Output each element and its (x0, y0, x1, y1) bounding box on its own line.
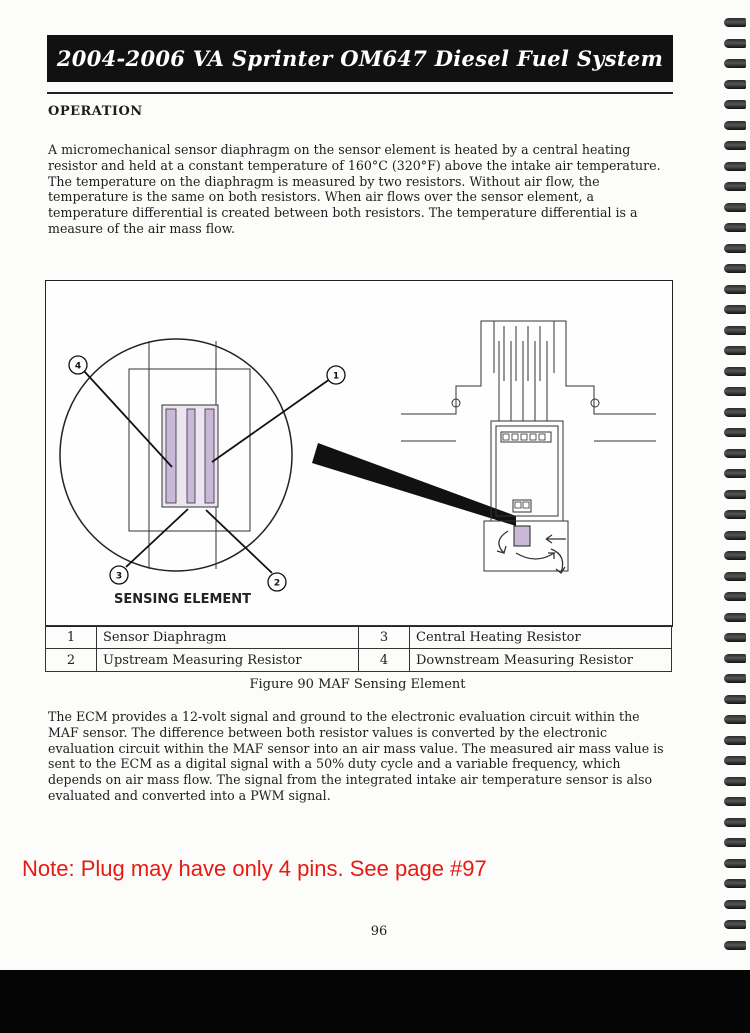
binding-ring (724, 469, 746, 478)
binding-ring (724, 613, 746, 622)
callout-number: 4 (74, 361, 82, 372)
figure-caption: Figure 90 MAF Sensing Element (249, 677, 466, 692)
binding-ring (724, 387, 746, 396)
section-heading: OPERATION (48, 104, 143, 119)
binding-ring (724, 736, 746, 745)
operation-paragraph: A micromechanical sensor diaphragm on the sensor element is heated by a central heating resistor and held at a constant temperature of 160°C (320°F) above the intake air temperature. The temperature on the diaphragm is measured by two resistors. Without air flow, the temperature is the same on both resistors. When air flows over the sensor element, a temperature differential is created between both resistors. The temperature differential is a measure of the air mass flow. (48, 142, 661, 236)
binding-ring (724, 674, 746, 683)
binding-ring (724, 244, 746, 253)
binding-ring (724, 695, 746, 704)
central-heating-resistor (187, 409, 195, 503)
binding-ring (724, 367, 746, 376)
binding-ring (724, 203, 746, 212)
downstream-resistor (166, 409, 176, 503)
binding-ring (724, 490, 746, 499)
binding-ring (724, 285, 746, 294)
binding-ring (724, 346, 746, 355)
legend-number: 4 (359, 649, 410, 672)
legend-number: 3 (359, 626, 410, 649)
handwritten-note: Note: Plug may have only 4 pins. See page #97 (22, 856, 487, 881)
binding-ring (724, 264, 746, 273)
binding-ring (724, 326, 746, 335)
binding-ring (724, 510, 746, 519)
spiral-binding (714, 0, 750, 975)
binding-ring (724, 305, 746, 314)
binding-ring (724, 756, 746, 765)
legend-number: 1 (46, 626, 97, 649)
binding-ring (724, 818, 746, 827)
binding-ring (724, 551, 746, 560)
binding-ring (724, 633, 746, 642)
callout-number: 1 (332, 371, 340, 382)
binding-ring (724, 531, 746, 540)
binding-ring (724, 592, 746, 601)
binding-ring (724, 797, 746, 806)
callout-3 (110, 566, 128, 584)
binding-ring (724, 838, 746, 847)
legend-text: Sensor Diaphragm (97, 626, 359, 649)
binding-ring (724, 572, 746, 581)
ecm-paragraph: The ECM provides a 12-volt signal and ground to the electronic evaluation circuit within the MAF sensor. The difference between both resistor values is converted by the electronic evaluation circuit within the MAF sensor into an air mass value. The measured air mass value is sent to the ECM as a digital signal with a 50% duty cycle and a variable frequency, which depends on air mass flow. The signal from the integrated intake air temperature sensor is also evaluated and converted into a PWM signal. (48, 709, 664, 803)
sensing-element-label: SENSING ELEMENT (114, 592, 252, 607)
binding-ring (724, 900, 746, 909)
legend-number: 2 (46, 649, 97, 672)
binding-ring (724, 715, 746, 724)
legend-row (46, 626, 672, 649)
binding-ring (724, 449, 746, 458)
zoom-wedge (312, 443, 516, 526)
binding-ring (724, 408, 746, 417)
binding-ring (724, 941, 746, 950)
callout-4 (69, 356, 87, 374)
binding-ring (724, 223, 746, 232)
legend-text: Downstream Measuring Resistor (410, 649, 672, 672)
binding-ring (724, 121, 746, 130)
binding-ring (724, 879, 746, 888)
binding-ring (724, 654, 746, 663)
callout-1 (327, 366, 345, 384)
binding-ring (724, 18, 746, 27)
title-divider (47, 92, 673, 94)
binding-ring (724, 100, 746, 109)
callout-number: 3 (115, 571, 123, 582)
legend-text: Upstream Measuring Resistor (97, 649, 359, 672)
binding-ring (724, 162, 746, 171)
binding-ring (724, 182, 746, 191)
sensing-element-mini (514, 526, 530, 546)
binding-ring (724, 39, 746, 48)
binding-ring (724, 80, 746, 89)
binding-ring (724, 141, 746, 150)
page-number: 96 (370, 924, 388, 939)
upstream-resistor (205, 409, 214, 503)
legend-text: Central Heating Resistor (410, 626, 672, 649)
binding-ring (724, 859, 746, 868)
binding-ring (724, 777, 746, 786)
page-title: 2004-2006 VA Sprinter OM647 Diesel Fuel System (47, 35, 673, 82)
binding-ring (724, 59, 746, 68)
binding-ring (724, 428, 746, 437)
maf-figure (45, 280, 673, 627)
figure-legend (45, 625, 672, 672)
airflow-arrows (497, 531, 566, 573)
maf-diagram (46, 281, 672, 626)
legend-row (46, 649, 672, 672)
scan-background (0, 970, 750, 1033)
callout-2 (268, 573, 286, 591)
callout-number: 2 (273, 578, 281, 589)
